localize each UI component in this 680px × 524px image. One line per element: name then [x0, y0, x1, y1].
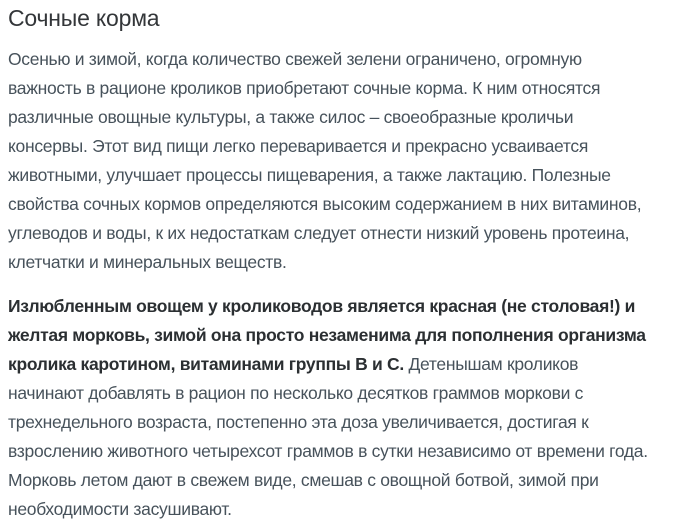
article-paragraph-2-continuation: Детенышам кроликов начинают добавлять в рацион по несколько десятков граммов моркови с трехнедельного возраста, постепенно эта доза увеличивается, достигая к взрослению животного четырехсот граммов в сутки независимо от времени года. Морковь летом дают в свежем виде, смешав с овощной ботвой, зимой при необходимости засушивают.: [8, 354, 648, 519]
article-title: Сочные корма: [8, 5, 160, 31]
article-paragraph-1: Осенью и зимой, когда количество свежей зелени ограничено, огромную важность в рационе кроликов приобретают сочные корма. К ним относятся различные овощные культуры, а также силос – своеобразные кроличьи консервы. Этот вид пищи легко переваривается и прекрасно усваивается животными, улучшает процессы пищеварения, а также лактацию. Полезные свойства сочных кормов определяются высоким содержанием в них витаминов, углеводов и воды, к их недостаткам следует отнести низкий уровень протеина, клетчатки и минеральных веществ.: [8, 49, 642, 272]
article-paragraph-2: [8, 292, 648, 524]
article-paragraph-2-bold-lead: Излюбленным овощем у кролиководов является красная (не столовая!) и желтая морковь, зимой она просто незаменима для пополнения организма кролика каротином, витаминами группы В и С.: [8, 296, 646, 374]
